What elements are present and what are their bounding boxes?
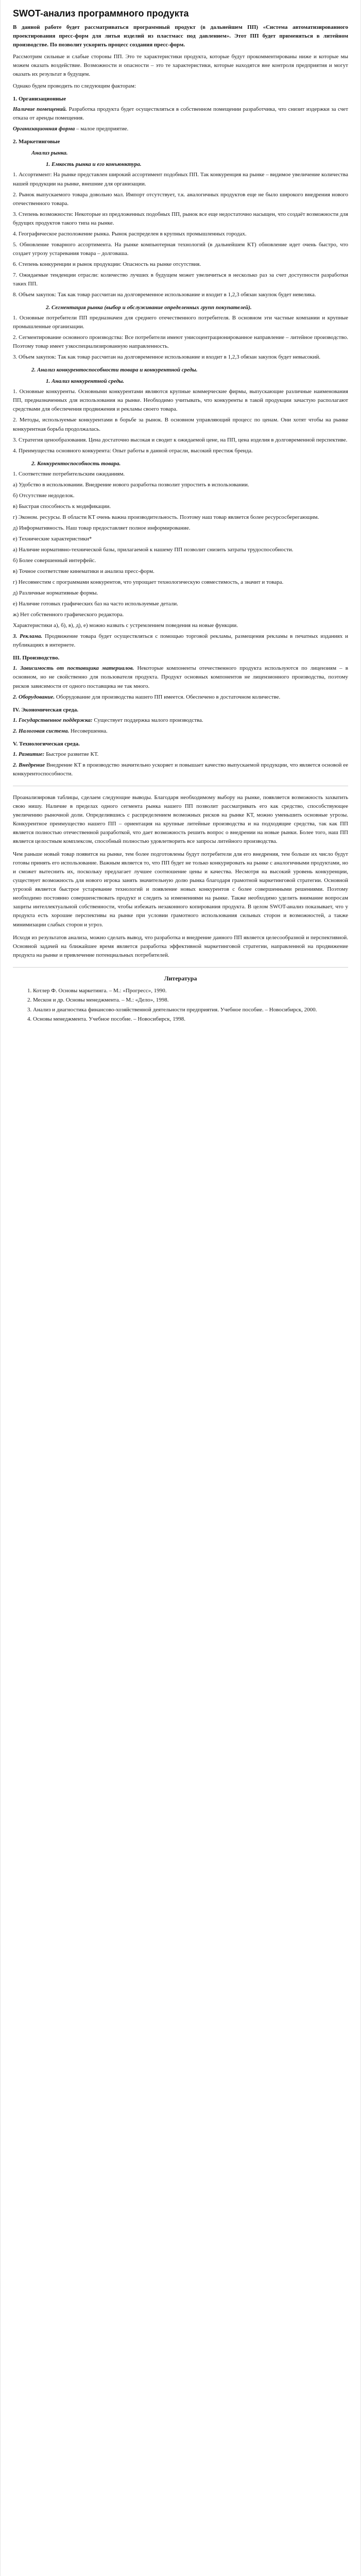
item-text: Существует поддержка малого производства. — [94, 717, 203, 723]
section-marketing-heading: 2. Маркетинговые — [13, 139, 60, 145]
item-text: Продвижение товара будет осуществляться с помощью торговой рекламы, размещения рекламы в печатных изданиях и публикациях в интернете. — [13, 633, 349, 649]
item-label: 1. Зависимость от поставщика материалов. — [13, 665, 134, 672]
list-item — [13, 727, 348, 736]
list-item: 7. Ожидаемые тенденции отрасли: количество лучших в будущем может увеличиться в несколько раз за счет доступности разработки таких ПП. — [13, 272, 348, 287]
item-label: 2. Внедрение — [13, 761, 45, 768]
economic-environment-heading: IV. Экономическая среда. — [13, 706, 78, 713]
item-text: Внедрение КТ в производство значительно ускоряет и повышает качество выпускаемой продукции, что является основой ее конкурентоспособности. — [13, 761, 348, 777]
list-item: д) Различные нормативные формы. — [13, 590, 98, 597]
product-competitiveness-heading: 2. Конкурентоспособность товара. — [31, 460, 121, 467]
production-heading: III. Производство. — [13, 655, 60, 662]
item-text: Оборудование для производства нашего ПП имеется. Обеспечено в достаточном количестве. — [56, 693, 281, 700]
list-item: 1. Основные потребители ПП предназначен для среднего отечественного потребителя. В основном эти частные компании и крупные промышленные организации. — [13, 315, 348, 330]
list-item: б) Более совершенный интерфейс. — [13, 557, 96, 564]
list-item: 3. Стратегия ценообразования. Цена достаточно высокая и сводит к ожидаемой цене, на ПП, цена изделия в долговременной перспективе. — [13, 436, 348, 443]
item-label: Наличие помещений. — [13, 106, 67, 113]
reference-item: 4. Основы менеджмента. Учебное пособие. – Новосибирск, 1998. — [27, 1016, 185, 1023]
list-item: 2. Сегментирование основного производства: Все потребители имеют унисоцентрационированное направление – литейное производство. Поэтому товар имеет узкоспециализированную направленность. — [13, 334, 348, 350]
list-item: 1. Основные конкуренты. Основными конкурентами являются крупные коммерческие фирмы, выпускающие различные наименования ПП, предназначенных для использования на рынке. Необходимо учитывать, что конкуренты в такой продукции зачастую располагают средствами для обеспечения продвижения и рекламы своего товара. — [13, 388, 348, 413]
list-item: а) Удобство в использовании. Внедрение нового разработка позволит упростить в использовании. — [13, 481, 249, 488]
list-item: 4. Преимущества основного конкурента: Опыт работы в данной отрасли, высокий престиж бренда. — [13, 447, 253, 454]
market-analysis-heading: Анализ рынка. — [31, 150, 68, 157]
list-item: б) Отсутствие недоделок. — [13, 492, 75, 499]
technological-environment-heading: V. Технологическая среда. — [13, 740, 80, 747]
list-item — [13, 761, 348, 778]
conclusion-paragraph-3: Исходя из результатов анализа, можно сделать вывод, что разработка и внедрение данного ПП является целесообразной и перспективной. Основной задачей на ближайшее время является разработка эффективной маркетинговой стратегии, направленной на продвижение продукта на рынке и привлечение потенциальных потребителей. — [13, 934, 348, 958]
item-label: Организационная форма — [13, 126, 75, 132]
item-text: Несовершенна. — [70, 727, 108, 734]
list-item: д) Информативность. Наш товар предоставляет полное информирование. — [13, 524, 191, 531]
intro-lead — [13, 23, 348, 49]
list-item — [13, 716, 348, 725]
conclusion-paragraph-2: Чем раньше новый товар появится на рынке, тем более подготовлены будут потребители для его внедрения, тем больше их число будут готовы принять его использование. Важным является то, что ПП будет не только конкурировать на рынке с аналогичными продуктами, но и сможет вытеснить их, поскольку предлагает лучшее соотношение цены и качества. Несмотря на высокий уровень конкуренции, существует возможность для нового игрока занять значительную долю рынка благодаря грамотной маркетинговой стратегии. Основной угрозой является быстрое устаревание технологий и появление новых конкурентов с более совершенными решениями. Поэтому необходимо постоянно совершенствовать продукт и следить за изменениями на рынке. Также необходимо уделить внимание вопросам защиты интеллектуальной собственности, чтобы избежать незаконного копирования продукта. В целом SWOT-анализ показывает, что у продукта есть хорошие перспективы на рынке при условии грамотного использования сильных сторон и возможностей, а также минимизации слабых сторон и угроз. — [13, 851, 348, 928]
item-label: 2. Оборудование. — [13, 693, 55, 700]
competitiveness-analysis-heading: 2. Анализ конкурентоспособности товара и конкурентной среды. — [31, 367, 198, 374]
list-item — [13, 105, 348, 123]
list-item: 8. Объем закупок: Так как товар рассчитан на долговременное использование и входит в 1,2,3 обязан закупок будет невелика. — [13, 292, 316, 298]
item-label: 2. Налоговая система. — [13, 727, 70, 734]
list-item — [13, 664, 348, 690]
list-item: 1. Ассортимент: На рынке представлен широкий ассортимент подобных ПП. Так конкуренция на рынке – видимое увеличение количества нашей продукции на рынке, внешние для организации. — [13, 172, 348, 187]
list-item: е) Наличие готовых графических баз на часто используемые детали. — [13, 601, 178, 607]
list-item: 6. Степень конкуренции и рынок продукции: Опасность на рынке отсутствия. — [13, 261, 201, 267]
conclusion-paragraph-1: Проанализировав таблицы, сделаем следующие выводы. Благодаря необходимому выбору на рынке, появляется возможность захватить свою нишу. Наличие в пределах одного сегмента рынка нашего ПП позволит рассматривать его как средство, способствующее увеличению рыночной доли. Определившись с распределением возможных рисков на рынке КТ, можно уменьшить основные угрозы. Конкурентное преимущество нашего ПП – ориентация на крупные литейные производства и на подходящие средства, так как ПП является полностью отечественной разработкой, что дает возможность решить вопрос о внедрении на новые рынки. Более того, наш ПП является целостным комплексом, способный полностью удовлетворить все запросы литейного производства. — [13, 794, 348, 845]
list-item: 3. Объем закупок: Так как товар рассчитан на долговременное использование и входит в 1,2,3 обязан закупок будет невысокий. — [13, 354, 321, 361]
item-text: Разработка продукта будет осуществляться в собственном помещении разработчика, что снизит издержки за счет отказа от аренды помещения. — [13, 106, 348, 122]
list-item — [13, 750, 348, 759]
advertising-item — [13, 632, 348, 650]
item-text: – малое предприятие. — [76, 126, 129, 132]
intro-text: Рассмотрим сильные и слабые стороны ПП. Это те характеристики продукта, которые будут прокомментированы ниже и которые мы можем оказать воздействие. Возможности и опасности – это те характеристики, которые находятся вне контроля предприятия и могут оказать их результат в будущем. — [13, 54, 348, 78]
market-capacity-heading: 1. Емкость рынка и его конъюнктура. — [46, 161, 142, 168]
reference-item: 1. Котлер Ф. Основы маркетинга. – М.: «Прогресс», 1990. — [27, 987, 167, 994]
list-item: 1. Соответствие потребительским ожиданиям. — [13, 470, 125, 477]
section-organizational-heading: 1. Организационные — [13, 96, 66, 103]
list-item: 2. Рынок выпускаемого товара довольно мал. Импорт отсутствует, т.к. аналогичных продуктов еще не было широкого внедрения нового отечественного товара. — [13, 191, 348, 207]
list-item: 5. Обновление товарного ассортимента. На рынке компьютерная технологий (в дальнейшем КТ) обновление идет очень быстро, что создает угрозу устаревания товара – долговаша. — [13, 241, 348, 257]
item-text: Быстрое развитие КТ. — [46, 751, 99, 757]
list-item: а) Наличие нормативно-технической базы, прилагаемой к нашему ПП позволит снизить затраты трудоспособности. — [13, 546, 294, 553]
competitive-environment-heading: 1. Анализ конкурентной среды. — [46, 378, 125, 385]
item-text: Некоторые компоненты отечественного продукта используются по лицензиям – в основном, но не свойственно для пользователя продукта. Продукт основных компонентов не лицензионного производства, поэтому рисков зависимости от одного поставщика не так много. — [13, 665, 349, 689]
list-item: е) Технические характеристики* — [13, 535, 92, 542]
list-item — [13, 125, 348, 133]
item-label: 1. Государственное поддержка: — [13, 717, 93, 723]
list-item: 3. Степень возможности: Некоторые из предложенных подобных ПП, рынок все еще недостаточно насыщен, что создаёт возможности для будущих продуктов такого типа на рынке. — [13, 211, 348, 226]
list-item: 2. Методы, используемые конкурентами в борьбе за рынок. В основном управляющий процесс по ценам. Они хотят чтобы на рынке конкурентная борьба продолжалась. — [13, 417, 348, 432]
reference-item: 2. Мескон и др. Основы менеджмента. – М.: «Дело», 1998. — [27, 997, 169, 1004]
reference-item: 3. Анализ и диагностика финансово-хозяйственной деятельности предприятия. Учебное пособие. – Новосибирск, 2000. — [27, 1006, 317, 1013]
references-title: Литература — [164, 974, 197, 982]
item-label: 3. Реклама. — [13, 633, 43, 640]
list-item: 4. Географическое расположение рынка. Рынок распределен в крупных промышленных городах. — [13, 230, 247, 237]
segmentation-heading: 2. Сегментация рынка (выбор и обслуживание определенных групп покупателей). — [46, 304, 252, 311]
list-item: Характеристики а), б), в), д), е) можно назвать с устремлением поведения на новые функции. — [13, 622, 238, 629]
list-item: в) Быстрая способность к модификации. — [13, 503, 111, 510]
list-item — [13, 693, 348, 702]
page-title: SWOT-анализ программного продукта — [13, 8, 189, 19]
intro-lead-text: В данной работе будет рассматриваться программный продукт (в дальнейшем ПП) «Система автоматизированного проектирования пресс-форм для литья изделий из пластмасс под давлением». Этот ПП будет применяться в литейном производстве. По позволит ускорить процесс создания пресс-форм. — [13, 24, 348, 48]
list-item: г) Несовместим с программами конкурентов, что упрощает технологическую совместимость, а значит и товара. — [13, 579, 284, 586]
item-label: 1. Развитие: — [13, 751, 45, 757]
list-item: в) Точное соответствие кинематики и анализа пресс-форм. — [13, 568, 154, 575]
divider — [13, 967, 348, 968]
list-item: г) Эконом. ресурсы. В области КТ очень важна производительность. Поэтому наш товар является более ресурсосберегающим. — [13, 514, 319, 520]
list-item: ж) Нет собственного графического редактора. — [13, 612, 124, 618]
intro-factors: Однако будем проводить по следующим факторам: — [13, 83, 136, 90]
